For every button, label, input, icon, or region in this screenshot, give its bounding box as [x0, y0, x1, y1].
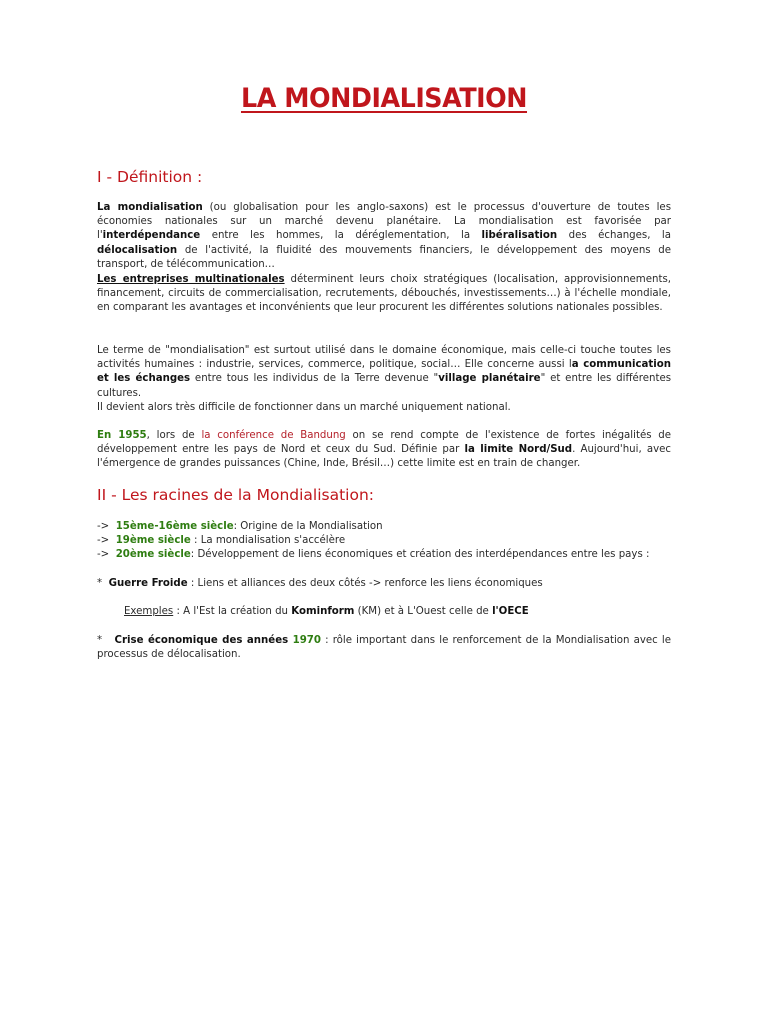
text: Il devient alors très difficile de fonctionner dans un marché uniquement national.: [97, 401, 511, 413]
paragraph-definition: [97, 201, 671, 272]
section-heading-racines: II - Les racines de la Mondialisation:: [97, 486, 375, 504]
text: déterminent leurs choix stratégiques (localisation, approvisionnements, financement, circuits de commercialisation, recrutements, débouchés, investissements…) à l'échelle mondiale, en comparant les avantages et inconvénients que leur procurent les différentes solutions nationales possibles.: [97, 274, 672, 314]
examples-line: [124, 605, 671, 619]
term-village: village planétaire: [438, 373, 541, 385]
list-item: [97, 534, 671, 548]
text: , lors de: [146, 430, 202, 441]
text: : Développement de liens économiques et création des interdépendances entre les pays :: [190, 549, 650, 561]
term-mondialisation: La mondialisation: [97, 202, 203, 213]
term-multinationales: Les entreprises multinationales: [97, 274, 285, 285]
date-1955: En 1955: [97, 430, 147, 441]
text: : rôle important dans le renforcement de la Mondialisation avec le processus de délocalisation.: [97, 635, 671, 661]
text: (ou globalisation pour les anglo-saxons) est le processus d'ouverture de toutes les économies nationales sur un marché devenu planétaire. La mondialisation est favorisée par l': [97, 202, 671, 242]
term-limite: la limite Nord/Sud: [464, 444, 573, 456]
bandung-link: la conférence de Bandung: [201, 430, 346, 441]
paragraph-bandung: [97, 429, 671, 472]
text: : Liens et alliances des deux côtés -> renforce les liens économiques: [187, 578, 543, 589]
section-heading-definition: I - Définition :: [97, 168, 203, 186]
period-label: 19ème siècle: [115, 535, 191, 547]
period-label: 15ème-16ème siècle: [115, 521, 234, 532]
cold-war-line: [97, 577, 671, 591]
term-communication: a communication et les échanges: [97, 359, 671, 385]
text: des échanges, la: [557, 230, 671, 242]
period-label: 20ème siècle: [115, 549, 191, 561]
list-racines: [97, 520, 671, 563]
text: Le terme de "mondialisation" est surtout utilisé dans le domaine économique, mais celle-ci touche toutes les activités humaines : industrie, services, commerce, politique, social… Elle concerne aussi l: [97, 345, 671, 371]
bullet: *: [97, 578, 103, 589]
text: entre les hommes, la déréglementation, la: [200, 230, 482, 242]
term-kominform: Kominform: [291, 606, 355, 617]
paragraph-multinationales: [97, 273, 671, 316]
text: : A l'Est la création du: [173, 606, 292, 617]
arrow: ->: [97, 521, 110, 532]
crisis-year: 1970: [292, 635, 321, 646]
text: entre tous les individus de la Terre devenue ": [190, 373, 439, 385]
term-interdependance: interdépendance: [102, 230, 201, 242]
crisis-label: Crise économique des années: [114, 635, 293, 646]
term-oece: l'OECE: [492, 606, 529, 617]
list-item: [97, 548, 671, 562]
term-liberalisation: libéralisation: [481, 230, 558, 242]
bullet: *: [97, 635, 103, 646]
cold-war-label: Guerre Froide: [108, 578, 188, 589]
arrow: ->: [97, 535, 110, 547]
text: : La mondialisation s'accélère: [190, 535, 346, 547]
text: (KM) et à L'Ouest celle de: [354, 606, 493, 617]
examples-label: Exemples: [124, 606, 174, 617]
list-item: [97, 520, 671, 534]
text: de l'activité, la fluidité des mouvements financiers, le développement des moyens de transport, de télécommunication…: [97, 244, 671, 270]
text: on se rend compte de l'existence de fortes inégalités de développement entre les pays de Nord et ceux du Sud. Définie par: [97, 430, 672, 456]
arrow: ->: [97, 549, 110, 561]
term-delocalisation: délocalisation: [97, 244, 178, 256]
text: " et entre les différentes cultures.: [97, 373, 672, 399]
paragraph-terme: [97, 344, 671, 415]
text: : Origine de la Mondialisation: [233, 521, 383, 532]
document-title: LA MONDIALISATION: [240, 83, 528, 114]
crisis-paragraph: [97, 634, 671, 662]
text: . Aujourd'hui, avec l'émergence de grandes puissances (Chine, Inde, Brésil…) cette limite est en train de changer.: [97, 444, 671, 470]
